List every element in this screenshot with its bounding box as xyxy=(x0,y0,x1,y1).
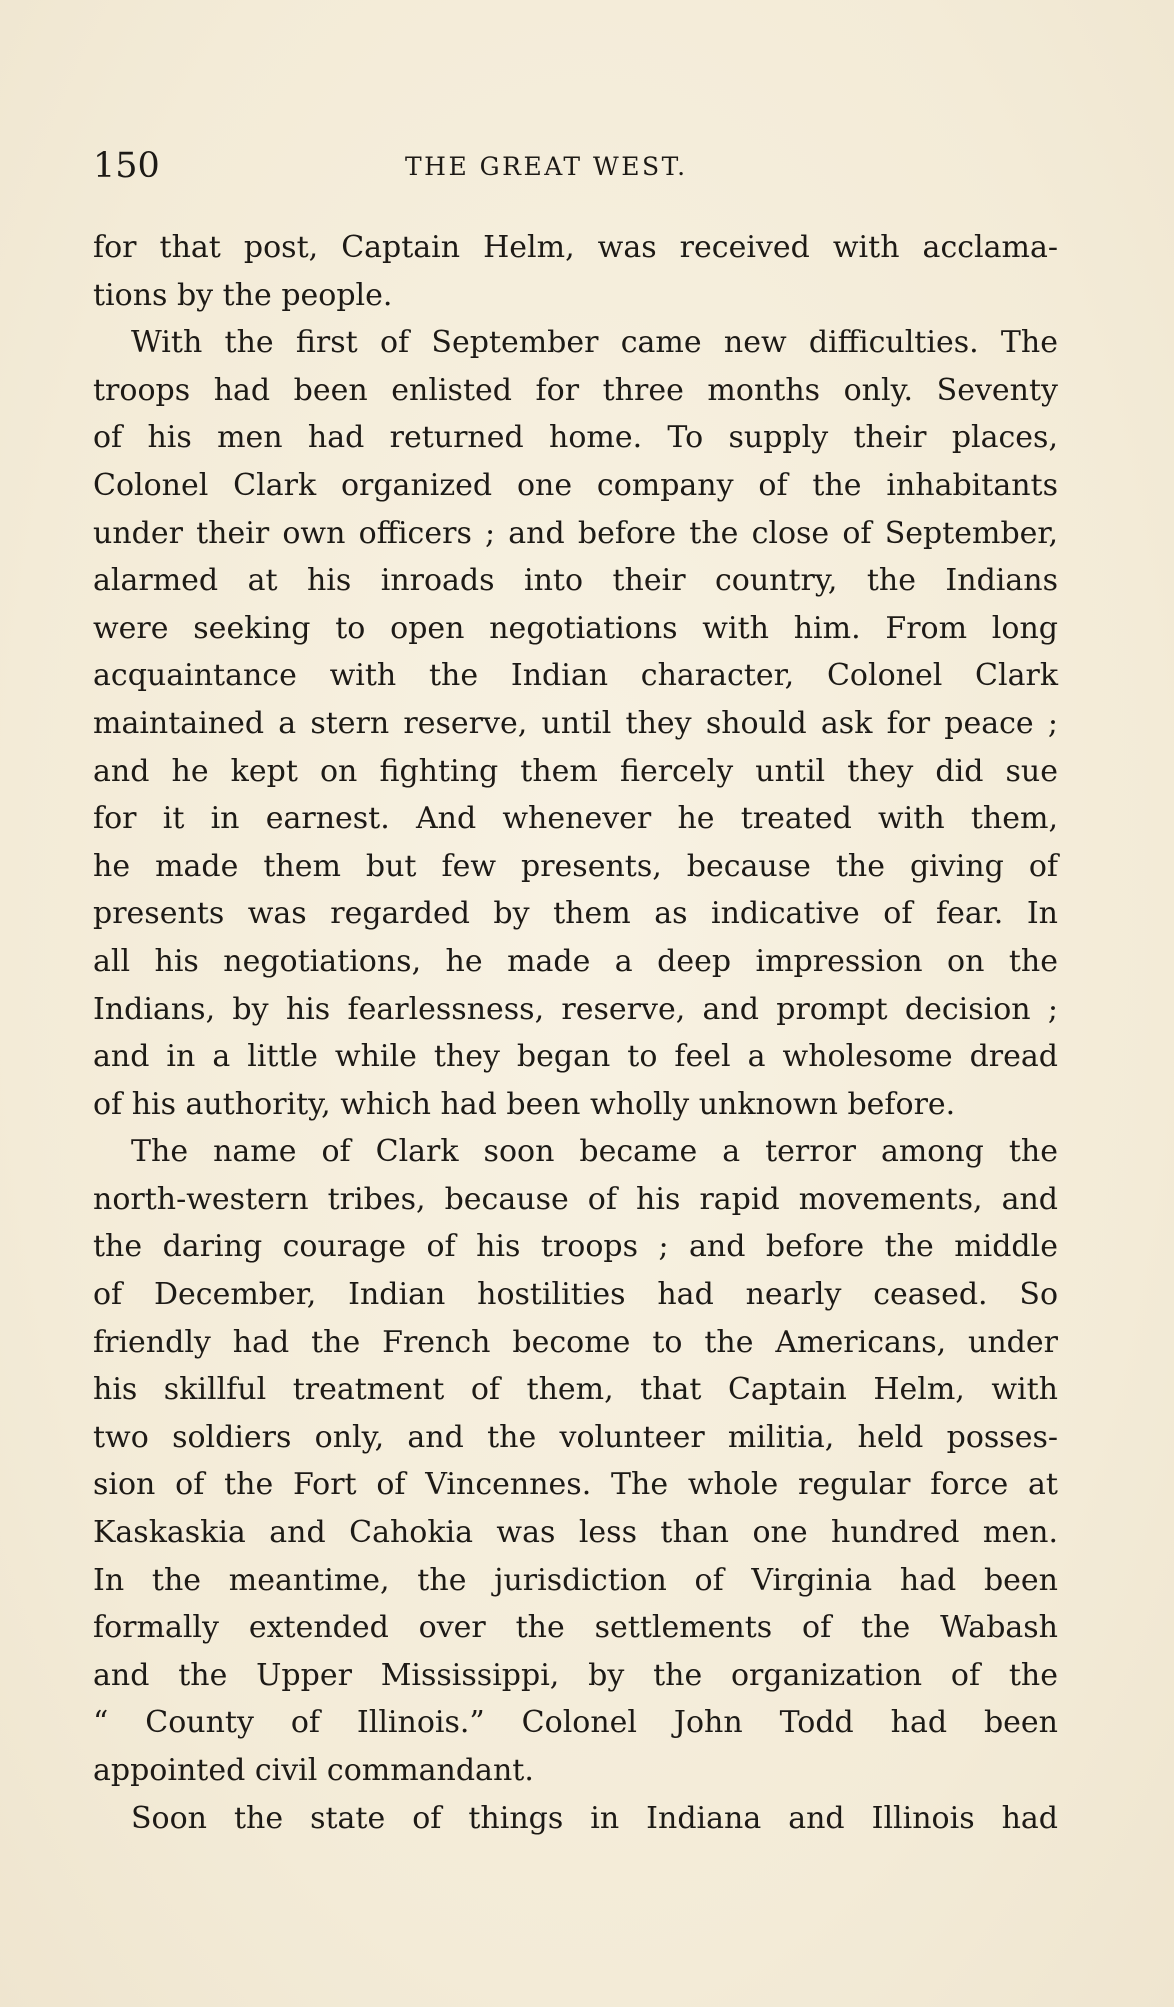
text-line: his skillful treatment of them, that Captain Helm, with xyxy=(93,1372,1058,1408)
text-line: sion of the Fort of Vincennes. The whole regular force at xyxy=(93,1467,1058,1503)
text-line: the daring courage of his troops ; and before the middle xyxy=(93,1229,1058,1265)
text-line: “ County of Illinois.” Colonel John Todd had been xyxy=(93,1705,1058,1741)
running-title: THE GREAT WEST. xyxy=(405,152,688,181)
page-number: 150 xyxy=(93,146,160,186)
text-line: With the first of September came new difficulties. The xyxy=(131,325,1058,361)
text-line: friendly had the French become to the Americans, under xyxy=(93,1324,1058,1360)
text-line: formally extended over the settlements of the Wabash xyxy=(93,1610,1058,1646)
text-line: two soldiers only, and the volunteer militia, held posses- xyxy=(93,1419,1058,1455)
text-line: all his negotiations, he made a deep impression on the xyxy=(93,943,1058,979)
text-line: alarmed at his inroads into their country, the Indians xyxy=(93,563,1058,599)
text-line: maintained a stern reserve, until they should ask for peace ; xyxy=(93,705,1058,741)
text-line: and he kept on fighting them fiercely until they did sue xyxy=(93,753,1058,789)
text-line: The name of Clark soon became a terror among the xyxy=(131,1134,1058,1170)
text-line: were seeking to open negotiations with him. From long xyxy=(93,610,1058,646)
text-line: appointed civil commandant. xyxy=(93,1753,534,1788)
text-line: Indians, by his fearlessness, reserve, and prompt decision ; xyxy=(93,991,1058,1027)
text-line: tions by the people. xyxy=(93,277,393,313)
text-line: of his men had returned home. To supply their places, xyxy=(93,420,1058,456)
running-head xyxy=(93,144,1058,188)
text-line: of his authority, which had been wholly unknown before. xyxy=(93,1086,956,1122)
text-line: for that post, Captain Helm, was received with acclama- xyxy=(93,230,1058,265)
text-line: of December, Indian hostilities had nearly ceased. So xyxy=(93,1277,1058,1313)
text-line: Colonel Clark organized one company of the inhabitants xyxy=(93,467,1058,503)
text-line: under their own officers ; and before the close of September, xyxy=(93,515,1058,551)
text-line: In the meantime, the jurisdiction of Virginia had been xyxy=(93,1562,1058,1598)
text-line: north-western tribes, because of his rapid movements, and xyxy=(93,1181,1058,1217)
text-line: Soon the state of things in Indiana and Illinois had xyxy=(131,1800,1058,1836)
text-line: and in a little while they began to feel a wholesome dread xyxy=(93,1039,1058,1075)
text-line: troops had been enlisted for three months only. Seventy xyxy=(93,372,1058,408)
text-line: Kaskaskia and Cahokia was less than one hundred men. xyxy=(93,1515,1058,1551)
body-text xyxy=(93,224,1058,1842)
text-line: presents was regarded by them as indicative of fear. In xyxy=(93,896,1058,932)
text-line: for it in earnest. And whenever he treated with them, xyxy=(93,801,1058,837)
text-line: and the Upper Mississippi, by the organization of the xyxy=(93,1657,1058,1693)
text-line: acquaintance with the Indian character, Colonel Clark xyxy=(93,658,1058,694)
text-line: he made them but few presents, because the giving of xyxy=(93,848,1058,884)
